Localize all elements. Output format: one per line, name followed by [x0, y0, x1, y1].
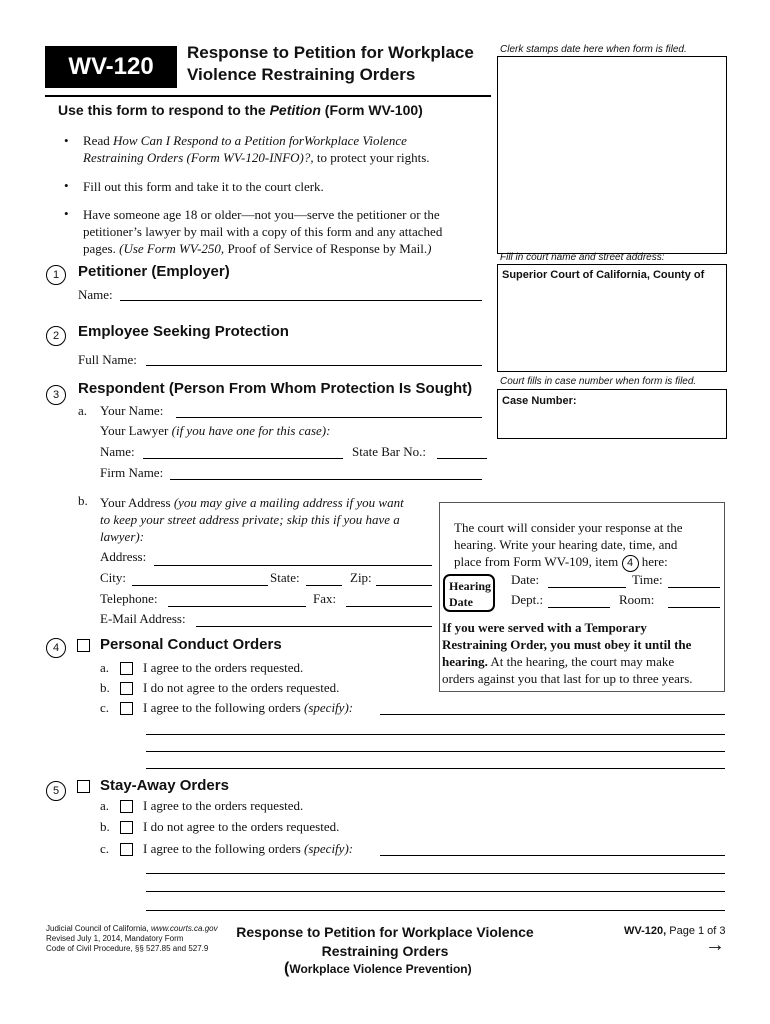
- court-name-label: Fill in court name and street address:: [500, 252, 665, 263]
- section-4a-checkbox[interactable]: [120, 662, 133, 675]
- hearing-time-label: Time:: [632, 572, 663, 587]
- employee-name-field[interactable]: [146, 365, 482, 366]
- form-title-line1: Response to Petition for Workplace: [187, 43, 474, 62]
- section-4-checkbox[interactable]: [77, 639, 90, 652]
- zip-label: Zip:: [350, 570, 372, 585]
- section-4c-line[interactable]: [146, 768, 725, 769]
- bullet-marker: •: [64, 133, 69, 148]
- court-name-text: Superior Court of California, County of: [502, 269, 705, 281]
- form-title: [187, 42, 474, 86]
- footer-page-number: WV-120, Page 1 of 3: [624, 925, 726, 937]
- section-5-checkbox[interactable]: [77, 780, 90, 793]
- item-letter: b.: [100, 819, 110, 834]
- intro-bullet-2: Fill out this form and take it to the court clerk.: [83, 179, 324, 194]
- address-field[interactable]: [154, 565, 432, 566]
- section-2-title: Employee Seeking Protection: [78, 323, 289, 340]
- case-number-label: Court fills in case number when form is filed.: [500, 376, 697, 387]
- petitioner-name-label: Name:: [78, 287, 113, 302]
- item-4-reference: 4: [622, 555, 639, 572]
- item-letter: c.: [100, 841, 110, 856]
- section-3-title: Respondent (Person From Whom Protection Is Sought): [78, 380, 473, 397]
- form-number-badge: WV-120: [45, 46, 177, 88]
- hearing-instructions: The court will consider your response at the hearing. Write your hearing date, time, and place from Form WV-109, item 4 here:: [454, 519, 683, 572]
- state-label: State:: [270, 570, 300, 585]
- zip-field[interactable]: [376, 585, 432, 586]
- section-5-title: Stay-Away Orders: [100, 777, 229, 794]
- footer-citation: Judicial Council of California, www.courts.ca.gov Revised July 1, 2014, Mandatory Form Code of Civil Procedure, §§ 527.85 and 527.9: [46, 924, 218, 953]
- section-5c-line[interactable]: [146, 873, 725, 874]
- hearing-date-field[interactable]: [548, 587, 626, 588]
- firm-name-label: Firm Name:: [100, 465, 164, 480]
- section-5c-text: I agree to the following orders (specify):: [143, 841, 354, 856]
- section-5c-line[interactable]: [146, 910, 725, 911]
- petitioner-name-field[interactable]: [120, 300, 482, 301]
- section-5b-checkbox[interactable]: [120, 821, 133, 834]
- your-name-label: Your Name:: [100, 403, 164, 418]
- footer-title: Response to Petition for Workplace Violence Restraining Orders: [236, 924, 534, 959]
- email-field[interactable]: [196, 626, 432, 627]
- section-4-title: Personal Conduct Orders: [100, 636, 282, 653]
- header-rule: [45, 95, 491, 97]
- section-2-number: 2: [46, 326, 66, 346]
- email-label: E-Mail Address:: [100, 611, 186, 626]
- bullet-marker: •: [64, 178, 69, 193]
- section-4a-text: I agree to the orders requested.: [143, 660, 304, 675]
- section-5b-text: I do not agree to the orders requested.: [143, 819, 340, 834]
- section-4-number: 4: [46, 638, 66, 658]
- section-1-number: 1: [46, 265, 66, 285]
- footer-subtitle: (Workplace Violence Prevention): [284, 960, 472, 977]
- hearing-room-field[interactable]: [668, 607, 720, 608]
- section-5c-checkbox[interactable]: [120, 843, 133, 856]
- section-4c-checkbox[interactable]: [120, 702, 133, 715]
- hearing-room-label: Room:: [619, 592, 655, 607]
- section-4b-checkbox[interactable]: [120, 682, 133, 695]
- firm-name-field[interactable]: [170, 479, 482, 480]
- item-letter: c.: [100, 700, 110, 715]
- hearing-time-field[interactable]: [668, 587, 720, 588]
- section-3-number: 3: [46, 385, 66, 405]
- city-field[interactable]: [132, 585, 268, 586]
- state-field[interactable]: [306, 585, 342, 586]
- section-5c-line[interactable]: [146, 891, 725, 892]
- clerk-stamp-box: [497, 56, 727, 254]
- item-letter: a.: [78, 403, 88, 418]
- hearing-dept-field[interactable]: [548, 607, 610, 608]
- item-letter: b.: [100, 680, 110, 695]
- city-label: City:: [100, 570, 127, 585]
- section-5-number: 5: [46, 781, 66, 801]
- hearing-date-label: Date:: [511, 572, 540, 587]
- intro-heading: Use this form to respond to the Petition (Form WV-100): [58, 102, 423, 118]
- section-4c-line[interactable]: [146, 734, 725, 735]
- bullet-marker: •: [64, 206, 69, 221]
- state-bar-label: State Bar No.:: [352, 444, 427, 459]
- intro-bullet-1: Read How Can I Respond to a Petition forWorkplace Violence Restraining Orders (Form WV-120-INFO)?, to protect your rights.: [83, 133, 430, 165]
- next-page-arrow-icon: →: [705, 934, 725, 956]
- section-5a-checkbox[interactable]: [120, 800, 133, 813]
- section-4c-line[interactable]: [380, 714, 725, 715]
- section-5a-text: I agree to the orders requested.: [143, 798, 304, 813]
- lawyer-name-label: Name:: [100, 444, 135, 459]
- section-4b-text: I do not agree to the orders requested.: [143, 680, 340, 695]
- employee-name-label: Full Name:: [78, 352, 137, 367]
- section-4c-line[interactable]: [146, 751, 725, 752]
- hearing-dept-label: Dept.:: [511, 592, 544, 607]
- fax-field[interactable]: [346, 606, 432, 607]
- state-bar-field[interactable]: [437, 458, 487, 459]
- item-letter: a.: [100, 660, 110, 675]
- your-name-field[interactable]: [176, 417, 482, 418]
- your-lawyer-label: Your Lawyer (if you have one for this case):: [100, 423, 331, 438]
- section-1-title: Petitioner (Employer): [78, 263, 230, 280]
- your-address-label: Your Address (you may give a mailing address if you want to keep your street address private; skip this if you have a lawyer):: [100, 495, 404, 544]
- address-label: Address:: [100, 549, 147, 564]
- section-5c-line[interactable]: [380, 855, 725, 856]
- tro-warning: If you were served with a Temporary Restraining Order, you must obey it until the hearing. At the hearing, the court may make orders against you that last for up to three years.: [442, 620, 693, 686]
- clerk-stamp-label: Clerk stamps date here when form is filed.: [500, 44, 687, 55]
- telephone-label: Telephone:: [100, 591, 158, 606]
- item-letter: a.: [100, 798, 110, 813]
- case-number-text: Case Number:: [502, 395, 577, 407]
- section-4c-text: I agree to the following orders (specify):: [143, 700, 354, 715]
- form-title-line2: Violence Restraining Orders: [187, 65, 416, 84]
- lawyer-name-field[interactable]: [143, 458, 343, 459]
- hearing-date-badge: Hearing Date: [443, 574, 495, 612]
- item-letter: b.: [78, 493, 88, 508]
- intro-bullet-3: Have someone age 18 or older—not you—serve the petitioner or the petitioner’s lawyer by mail with a copy of this form and any attached pages. (Use Form WV-250, Proof of Service of Response by Mail.): [83, 207, 443, 256]
- fax-label: Fax:: [313, 591, 337, 606]
- telephone-field[interactable]: [168, 606, 306, 607]
